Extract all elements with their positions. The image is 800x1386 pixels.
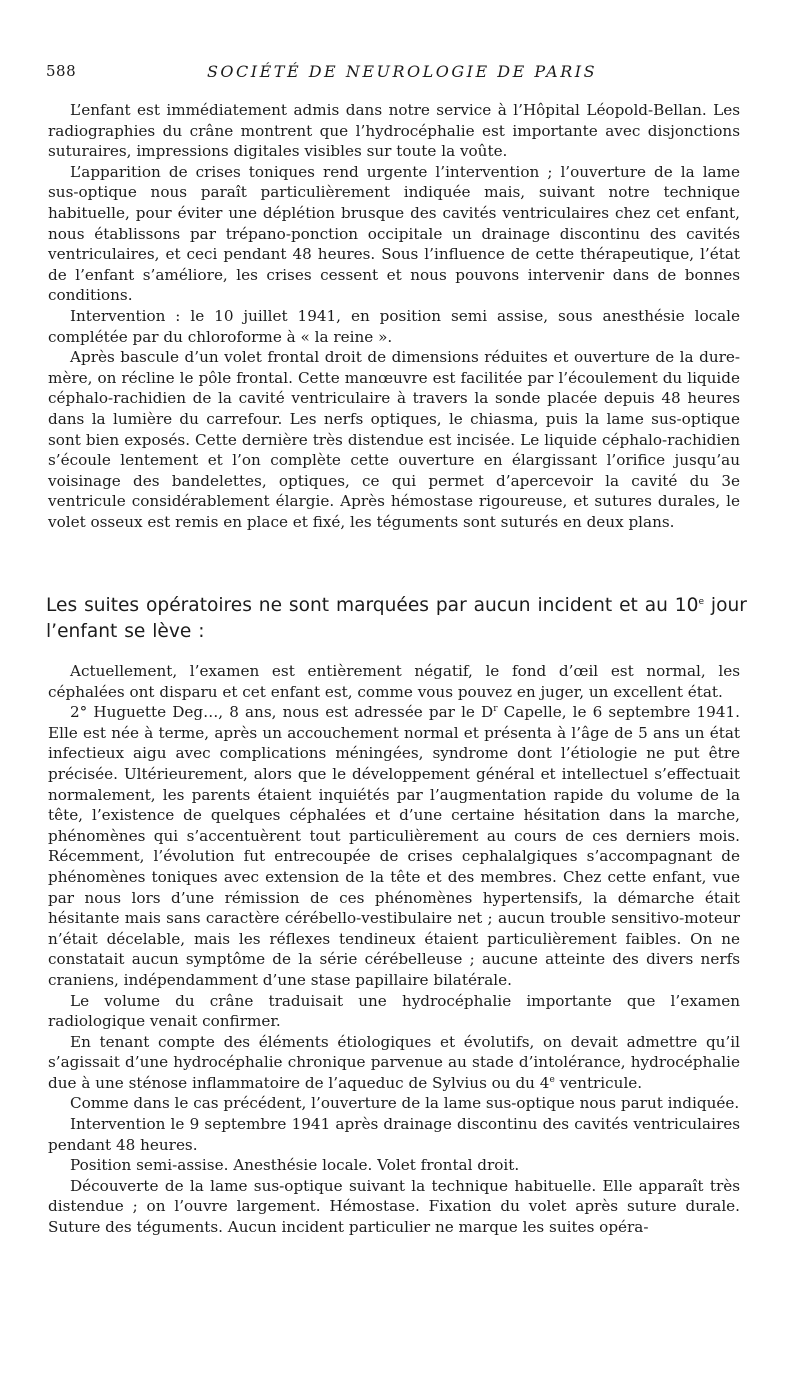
paragraph: Intervention : le 10 juillet 1941, en position semi assise, sous anesthésie locale complétée par du chloroforme à « la reine ».	[48, 306, 740, 346]
paragraph: Comme dans le cas précédent, l’ouverture de la lame sus-optique nous parut indiquée.	[70, 1094, 740, 1113]
paragraph	[48, 1032, 740, 1094]
body-text-section-1	[48, 100, 740, 532]
superscript: e	[549, 1074, 555, 1085]
heading-superscript: e	[698, 596, 705, 607]
paragraph: Intervention le 9 septembre 1941 après drainage discontinu des cavités ventriculaires pendant 48 heures.	[48, 1115, 740, 1154]
paragraph: L’enfant est immédiatement admis dans notre service à l’Hôpital Léopold-Bellan. Les radiographies du crâne montrent que l’hydrocéphalie est importante avec disjonctions suturaires, impressions digitales visibles sur toute la voûte.	[48, 101, 740, 161]
section-heading	[46, 593, 754, 645]
paragraph-text: ventricule.	[554, 1073, 643, 1092]
heading-text-end: jour l’enfant se lève :	[46, 595, 747, 642]
superscript: r	[493, 704, 498, 715]
page-number: 588	[46, 62, 77, 80]
paragraph-text: En tenant compte des éléments étiologiques et évolutifs, on devait admettre qu’il s’agissait d’une hydrocéphalie chronique parvenue au stade d’intolérance, hydrocéphalie due à une sténose inflammatoire de l’aqueduc de Sylvius ou du 4	[48, 1032, 740, 1092]
paragraph: L’apparition de crises toniques rend urgente l’intervention ; l’ouverture de la lame sus-optique nous paraît particulièrement indiquée mais, suivant notre technique habituelle, pour éviter une déplétion brusque des cavités ventriculaires chez cet enfant, nous établissons par trépano-ponction occipitale un drainage discontinu des cavités ventriculaires, et ceci pendant 48 heures. Sous l’influence de cette thérapeutique, l’état de l’enfant s’améliore, les crises cessent et nous pouvons intervenir dans de bonnes conditions.	[48, 162, 740, 305]
paragraph: Après bascule d’un volet frontal droit de dimensions réduites et ouverture de la dure-mère, on récline le pôle frontal. Cette manœuvre est facilitée par l’écoulement du liquide céphalo-rachidien de la cavité ventriculaire à travers la sonde placée depuis 48 heures dans la lumière du carrefour. Les nerfs optiques, le chiasma, puis la lame sus-optique sont bien exposés. Cette dernière très distendue est incisée. Le liquide céphalo-rachidien s’écoule lentement et l’on complète cette ouverture en élargissant l’orifice jusqu’au voisinage des bandelettes, optiques, ce qui permet d’apercevoir la cavité du 3e ventricule considérablement élargie. Après hémostase rigoureuse, et sutures durales, le volet osseux est remis en place et fixé, les téguments sont suturés en deux plans.	[48, 348, 740, 531]
paragraph: Position semi-assise. Anesthésie locale. Volet frontal droit.	[70, 1156, 520, 1175]
paragraph: Découverte de la lame sus-optique suivant la technique habituelle. Elle apparaît très distendue ; on l’ouvre largement. Hémostase. Fixation du volet après suture durale. Suture des téguments. Aucun incident particulier ne marque les suites opéra-	[48, 1176, 740, 1237]
paragraph-text: 2° Huguette Deg…, 8 ans, nous est adressée par le D	[70, 703, 494, 722]
page-header	[46, 62, 758, 86]
running-head: SOCIÉTÉ DE NEUROLOGIE DE PARIS	[206, 62, 598, 81]
paragraph: Le volume du crâne traduisait une hydrocéphalie importante que l’examen radiologique venait confirmer.	[48, 991, 740, 1031]
paragraph: Actuellement, l’examen est entièrement négatif, le fond d’œil est normal, les céphalées ont disparu et cet enfant est, comme vous pouvez en juger, un excellent état.	[48, 662, 740, 701]
paragraph-text: Capelle, le 6 septembre 1941. Elle est née à terme, après un accouchement normal et présenta à l’âge de 5 ans un état infectieux aigu avec complications méningées, syndrome dont l’étiologie ne put être précisée. Ultérieurement, alors que le développement général et intellectuel s’effectuait normalement, les parents étaient inquiétés par l’augmentation rapide du volume de la tête, l’existence de quelques céphalées et d’une certaine hésitation dans la marche, phénomènes qui s’accentuèrent tout particulièrement au cours de ces derniers mois. Récemment, l’évolution fut entrecoupée de crises cephalalgiques s’accompagnant de phénomènes toniques avec extension de la tête et des membres. Chez cette enfant, vue par nous lors d’une rémission de ces phénomènes hypertensifs, la démarche était hésitante mais sans caractère cérébello-vestibulaire net ; aucun trouble sensitivo-moteur n’était décelable, mais les réflexes tendineux étaient particulièrement faibles. On ne constatait aucun symptôme de la série cérébelleuse ; aucune atteinte des divers nerfs craniens, indépendamment d’une stase papillaire bilatérale.	[48, 703, 740, 989]
paragraph	[48, 702, 740, 990]
heading-text: Les suites opératoires ne sont marquées par aucun incident et au 10	[46, 595, 699, 616]
body-text-section-2	[48, 661, 740, 1238]
